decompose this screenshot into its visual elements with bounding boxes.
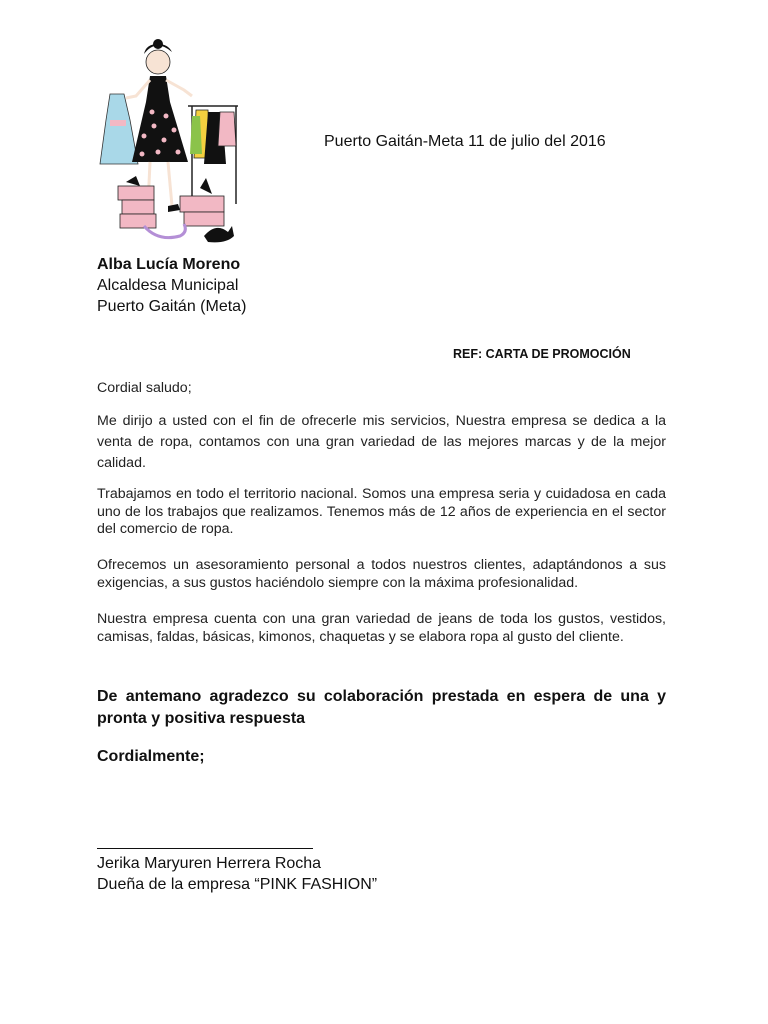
body-paragraph: Trabajamos en todo el territorio nacional. Somos una empresa seria y cuidadosa en cada uno de los trabajos que realizamos. Tenemos más de 12 años de experiencia en el sector del comercio de ropa.	[97, 486, 666, 537]
date-line: Puerto Gaitán-Meta 11 de julio del 2016	[324, 133, 606, 150]
recipient-name: Alba Lucía Moreno	[97, 256, 241, 273]
body-paragraph: Nuestra empresa cuenta con una gran variedad de jeans de toda los gustos, vestidos, camisas, faldas, básicas, kimonos, chaquetas y se elabora ropa al gusto del cliente.	[97, 611, 666, 645]
recipient-location: Puerto Gaitán (Meta)	[97, 298, 247, 315]
closing-statement: De antemano agradezco su colaboración prestada en espera de una y pronta y positiva respuesta	[97, 688, 666, 727]
greeting: Cordial saludo;	[97, 380, 192, 396]
signer-block	[97, 853, 377, 895]
signer-name: Jerika Maryuren Herrera Rocha	[97, 855, 322, 872]
body-paragraph: Me dirijo a usted con el fin de ofrecerle mis servicios, Nuestra empresa se dedica a la venta de ropa, contamos con una gran variedad de las mejores marcas y de la mejor calidad.	[97, 413, 666, 471]
sign-off: Cordialmente;	[97, 748, 205, 765]
body-paragraph: Ofrecemos un asesoramiento personal a todos nuestros clientes, adaptándonos a sus exigencias, a sus gustos haciéndolo siempre con la máxima profesionalidad.	[97, 557, 666, 591]
recipient-block	[97, 254, 246, 317]
signature-line	[97, 848, 313, 849]
signer-role: Dueña de la empresa “PINK FASHION”	[97, 876, 378, 893]
reference-line: REF: CARTA DE PROMOCIÓN	[453, 347, 631, 361]
fashion-woman-clothes-rack-icon	[96, 36, 246, 248]
recipient-title: Alcaldesa Municipal	[97, 277, 239, 294]
